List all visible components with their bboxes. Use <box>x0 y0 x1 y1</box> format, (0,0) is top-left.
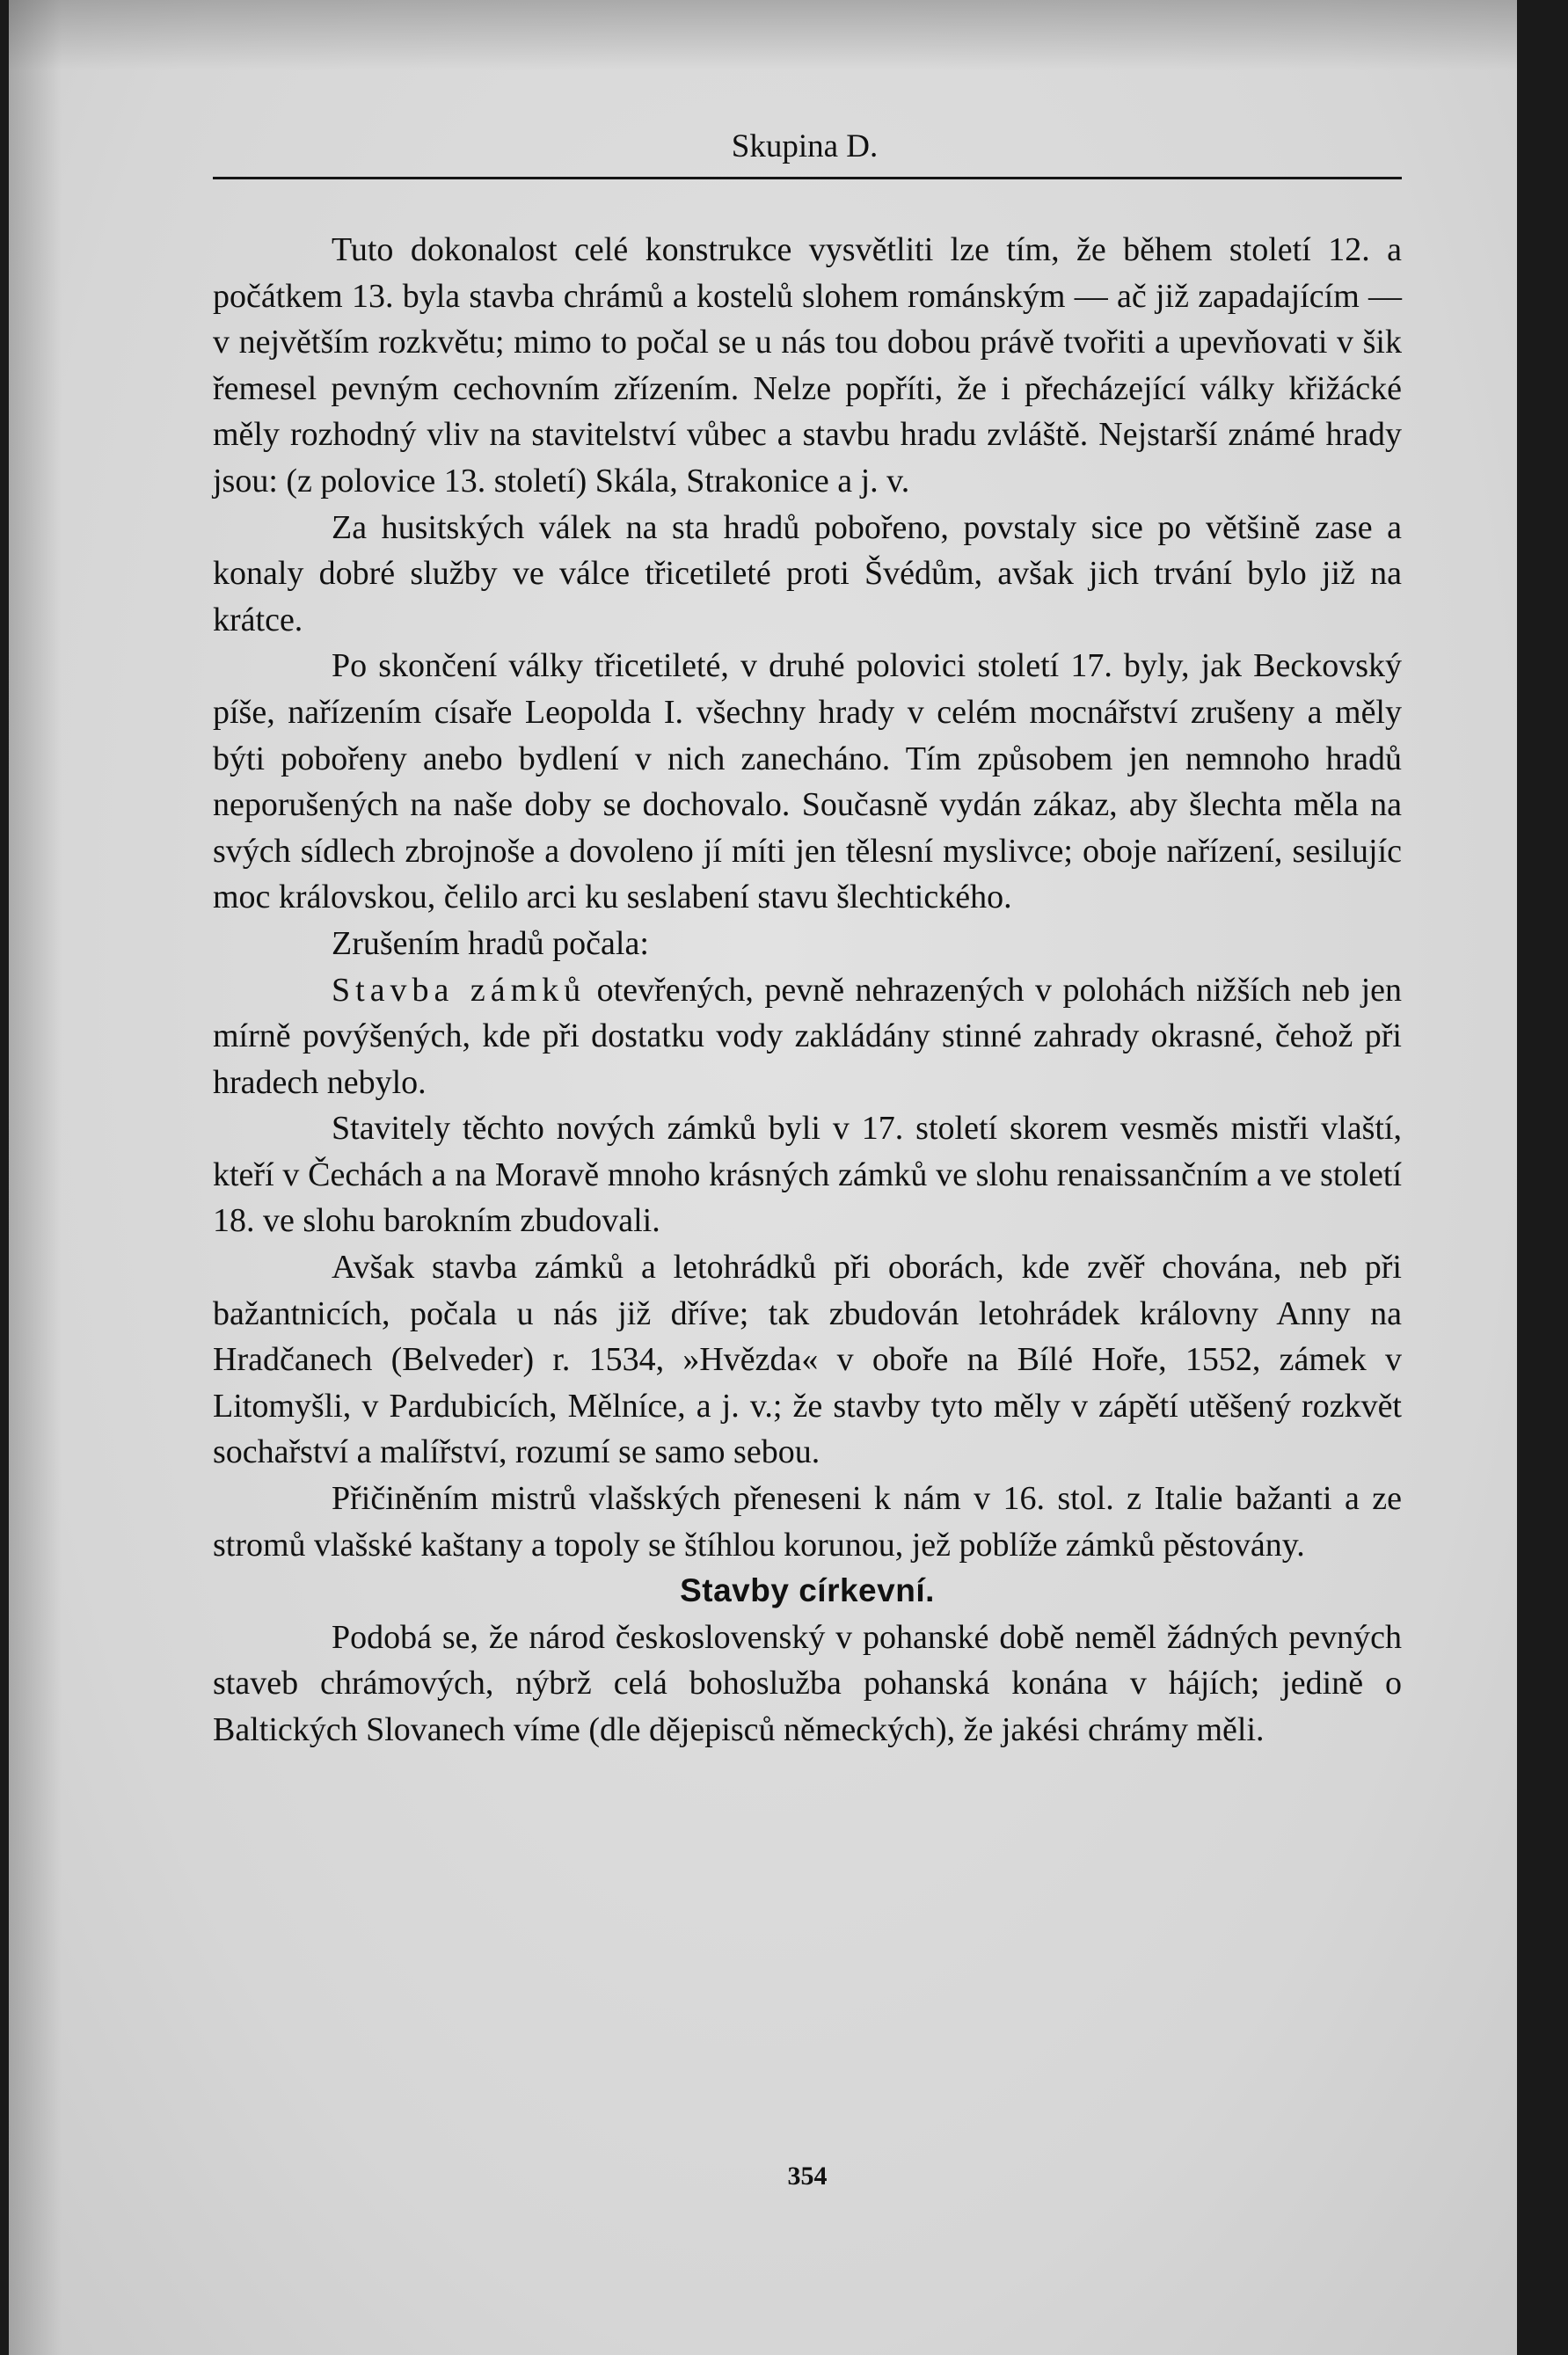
book-page <box>9 0 1517 2355</box>
paragraph-7: Avšak stavba zámků a letohrádků při oborách, kde zvěř chována, neb při bažantnicích, počala u nás již dříve; tak zbudován letohrádek královny Anny na Hradčanech (Belveder) r. 1534, »Hvězda« v oboře na Bílé Hoře, 1552, zámek v Litomyšli, v Pardubicích, Mělníce, a j. v.; že stavby tyto měly v zápětí utěšený rozkvět sochařství a malířství, rozumí se samo sebou. <box>213 1249 1402 1471</box>
paragraph-8: Přičiněním mistrů vlašských přeneseni k nám v 16. stol. z Italie bažanti a ze stromů vlašské kaštany a topoly se štíhlou korunou, jež poblíže zámků pěstovány. <box>213 1480 1402 1564</box>
paragraph-4: Zrušením hradů počala: <box>332 924 649 962</box>
paragraph-6: Stavitely těchto nových zámků byli v 17. století skorem vesměs mistři vlaští, kteří v Čechách a na Moravě mnoho krásných zámků ve slohu renaissančním a ve století 18. ve slohu barokním zbudovali. <box>213 1110 1402 1240</box>
paragraph-5 <box>213 967 1402 1106</box>
body-text <box>213 227 1402 1753</box>
paragraph-5-text: otevřených, pevně nehrazených v polohách nižších neb jen mírně povýšených, kde při dostatku vody zakládány stinné zahrady okrasné, čehož při hradech nebylo. <box>213 971 1402 1101</box>
header-rule <box>213 177 1402 179</box>
section-heading: Stavby církevní. <box>680 1572 935 1609</box>
paragraph-9: Podobá se, že národ československý v pohanské době neměl žádných pevných staveb chrámových, nýbrž celá bohoslužba pohanská konána v hájích; jedině o Baltických Slovanech víme (dle dějepisců německých), že jakési chrámy měli. <box>213 1618 1402 1748</box>
page-edge-shadow <box>9 0 62 2355</box>
spaced-term: Stavba zámků <box>332 971 587 1009</box>
running-header: Skupina D. <box>731 128 879 164</box>
page-number: 354 <box>787 2162 828 2191</box>
paragraph-2: Za husitských válek na sta hradů pobořeno, povstaly sice po většině zase a konaly dobré služby ve válce třicetileté proti Švédům, avšak jich trvání bylo již na krátce. <box>213 508 1402 638</box>
page-top-shadow <box>9 0 1517 70</box>
paragraph-1: Tuto dokonalost celé konstrukce vysvětliti lze tím, že během století 12. a počátkem 13. byla stavba chrámů a kostelů slohem románským — ač již zapadajícím — v největším rozkvětu; mimo to počal se u nás tou dobou právě tvořiti a upevňovati v šik řemesel pevným cechovním zřízením. Nelze popříti, že i přecházející války křižácké měly rozhodný vliv na stavitelství vůbec a stavbu hradu zvláště. Nejstarší známé hrady jsou: (z polovice 13. století) Skála, Strakonice a j. v. <box>213 231 1402 499</box>
paragraph-3: Po skončení války třicetileté, v druhé polovici století 17. byly, jak Beckovský píše, nařízením císaře Leopolda I. všechny hrady v celém mocnářství zrušeny a měly býti pobořeny anebo bydlení v nich zanecháno. Tím způsobem jen nemnoho hradů neporušených na naše doby se dochovalo. Současně vydán zákaz, aby šlechta měla na svých sídlech zbrojnoše a dovoleno jí míti jen tělesní myslivce; oboje nařízení, sesilujíc moc královskou, čelilo arci ku seslabení stavu šlechtického. <box>213 647 1402 916</box>
